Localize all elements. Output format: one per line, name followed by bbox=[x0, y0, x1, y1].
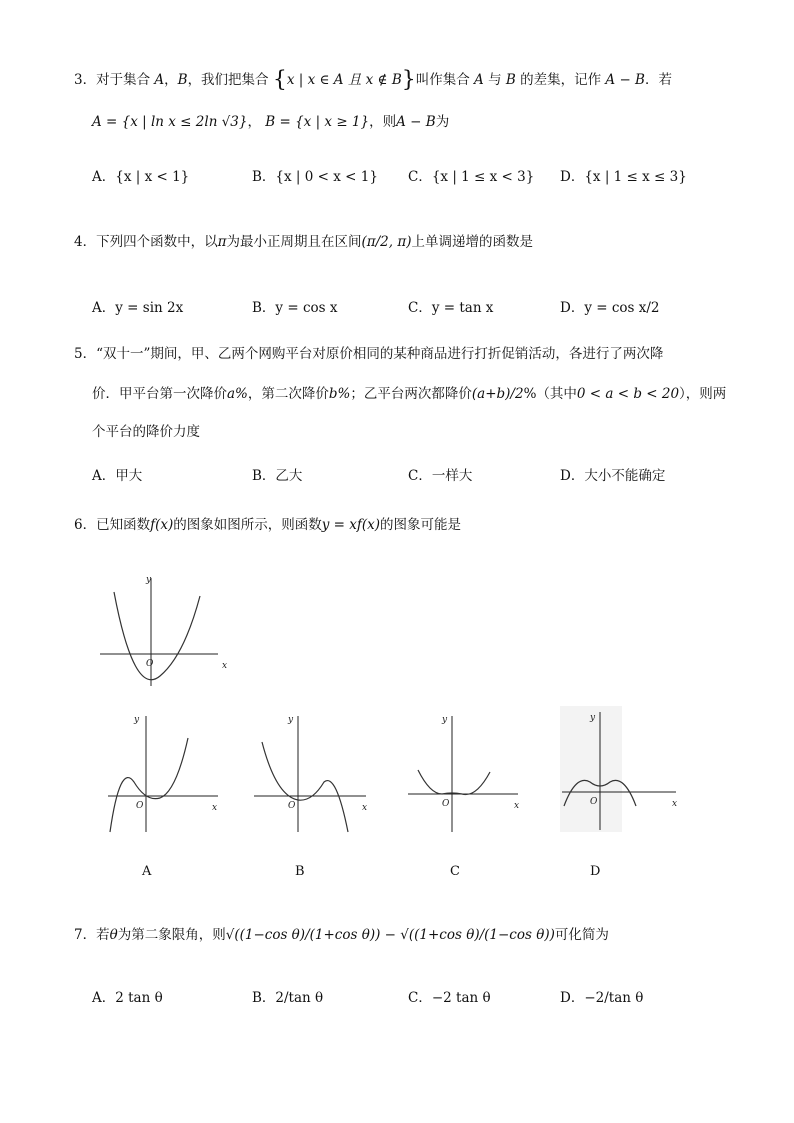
q4-number: 4． bbox=[74, 234, 97, 250]
q4-stem: 4．下列四个函数中，以π为最小正周期且在区间(π/2, π)上单调递增的函数是 bbox=[74, 234, 533, 250]
q5-fraction: (a+b)/2 bbox=[471, 386, 524, 402]
q5-line3: 个平台的降价力度 bbox=[92, 424, 200, 440]
q3-option-a: A．{x | x < 1} bbox=[92, 169, 190, 185]
graph-fx-origin-label: O bbox=[146, 659, 154, 669]
graph-option-d-background bbox=[560, 706, 622, 832]
q5-number: 5． bbox=[74, 346, 97, 362]
q5-option-d: D．大小不能确定 bbox=[560, 468, 666, 484]
graph-fx-x-label: x bbox=[222, 661, 228, 671]
q3-line1: 3．对于集合 A，B，我们把集合 {x | x ∈ A 且 x ∉ B}叫作集合 A 与 B 的差集，记作 A − B．若 bbox=[74, 67, 672, 93]
q7-option-d: D．−2/tan θ bbox=[560, 990, 644, 1006]
q7-expression: √((1−cos θ)/(1+cos θ)) − √((1+cos θ)/(1−cos θ)) bbox=[225, 927, 555, 943]
graph-label-c: C bbox=[450, 864, 460, 879]
graph-fx-y-label: y bbox=[146, 575, 152, 585]
graph-label-a: A bbox=[142, 864, 152, 879]
q4-option-b: B．y = cos x bbox=[252, 300, 338, 316]
q4-option-c: C．y = tan x bbox=[408, 300, 494, 316]
q6-number: 6． bbox=[74, 517, 97, 533]
graph-option-a-curve bbox=[110, 738, 188, 832]
svg-text:x: x bbox=[672, 799, 678, 809]
q3-b-definition: B = {x | x ≥ 1} bbox=[265, 114, 370, 130]
graph-option-b bbox=[252, 712, 372, 834]
q7-stem: 7．若θ为第二象限角，则√((1−cos θ)/(1+cos θ)) − √((1+cos θ)/(1−cos θ))可化简为 bbox=[74, 927, 609, 943]
graph-fx-curve bbox=[114, 592, 200, 680]
q3-option-b: B．{x | 0 < x < 1} bbox=[252, 169, 378, 185]
q4-interval: (π/2, π) bbox=[361, 234, 412, 250]
graph-option-b-curve bbox=[262, 742, 348, 832]
q6-stem: 6．已知函数f(x)的图象如图所示，则函数y = xf(x)的图象可能是 bbox=[74, 517, 462, 533]
svg-text:O: O bbox=[442, 799, 450, 809]
svg-text:x: x bbox=[362, 803, 368, 813]
svg-text:x: x bbox=[212, 803, 218, 813]
svg-text:y: y bbox=[442, 715, 448, 725]
svg-text:O: O bbox=[136, 801, 144, 811]
q5-option-c: C．一样大 bbox=[408, 468, 473, 484]
q5-option-a: A．甲大 bbox=[92, 468, 143, 484]
graph-option-c-curve bbox=[418, 770, 490, 795]
q5-line2: 价．甲平台第一次降价a%，第二次降价b%；乙平台两次都降价(a+b)/2%（其中0 < a < b < 20），则两 bbox=[92, 386, 727, 402]
q5-line1: 5．“双十一”期间，甲、乙两个网购平台对原价相同的某种商品进行打折促销活动，各进行了两次降 bbox=[74, 346, 664, 362]
q7-option-a: A．2 tan θ bbox=[92, 990, 163, 1006]
graph-fx bbox=[96, 570, 236, 690]
q5-option-b: B．乙大 bbox=[252, 468, 303, 484]
q3-line2: A = {x | ln x ≤ 2ln √3}， B = {x | x ≥ 1}，则A − B为 bbox=[92, 114, 450, 130]
svg-text:y: y bbox=[288, 715, 294, 725]
graph-option-c bbox=[406, 712, 526, 834]
q7-option-b: B．2/tan θ bbox=[252, 990, 324, 1006]
svg-text:O: O bbox=[590, 797, 598, 807]
q7-number: 7． bbox=[74, 927, 97, 943]
graph-option-a bbox=[106, 712, 226, 834]
q3-option-c: C．{x | 1 ≤ x < 3} bbox=[408, 169, 535, 185]
q7-option-c: C．−2 tan θ bbox=[408, 990, 491, 1006]
graph-label-b: B bbox=[295, 864, 305, 879]
svg-text:O: O bbox=[288, 801, 296, 811]
q4-option-d: D．y = cos x/2 bbox=[560, 300, 660, 316]
q4-option-a: A．y = sin 2x bbox=[92, 300, 184, 316]
graph-label-d: D bbox=[590, 864, 601, 879]
q3-set-definition: x | x ∈ A 且 x ∉ B bbox=[286, 72, 402, 88]
q5-condition: 0 < a < b < 20 bbox=[576, 386, 680, 402]
svg-text:x: x bbox=[514, 801, 520, 811]
q3-a-definition: A = {x | ln x ≤ 2ln √3} bbox=[92, 114, 248, 130]
svg-text:y: y bbox=[134, 715, 140, 725]
svg-text:y: y bbox=[590, 713, 596, 723]
q3-option-d: D．{x | 1 ≤ x ≤ 3} bbox=[560, 169, 687, 185]
graph-option-d bbox=[560, 706, 682, 832]
q3-number: 3． bbox=[74, 72, 97, 88]
